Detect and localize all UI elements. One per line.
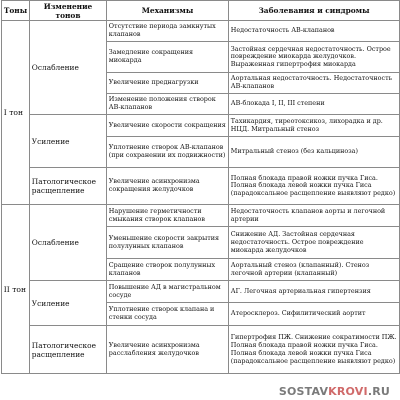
mechanism-cell: Повышение АД в магистральном сосуде xyxy=(107,281,229,303)
disease-cell: АВ-блокада I, II, III степени xyxy=(229,94,400,115)
mechanism-cell: Уменьшение скорости закрытия полулунных клапанов xyxy=(107,227,229,259)
tone-cell: II тон xyxy=(2,205,30,374)
disease-cell: АГ. Легочная артериальная гипертензия xyxy=(229,281,400,303)
disease-cell: Недостаточность клапанов аорты и легочной артерии xyxy=(229,205,400,227)
disease-cell: Тахикардия, тиреотоксикоз, лихорадка и др. НЦД. Митральный стеноз xyxy=(229,115,400,137)
change-cell: Патологическое расщепление xyxy=(30,168,107,205)
change-cell: Усиление xyxy=(30,281,107,326)
mechanism-cell: Изменение положения створок АВ-клапанов xyxy=(107,94,229,115)
mechanism-cell: Нарушение герметичности смыкания створок клапанов xyxy=(107,205,229,227)
disease-cell: Митральный стеноз (без кальциноза) xyxy=(229,137,400,168)
header-row xyxy=(2,1,400,21)
change-cell: Ослабление xyxy=(30,205,107,281)
mechanism-cell: Увеличение преднагрузки xyxy=(107,73,229,94)
disease-cell: Полная блокада правой ножки пучка Гиса. Полная блокада левой ножки пучка Гиса (парадоксальное расщепление выявляют редко) xyxy=(229,168,400,205)
table-row xyxy=(2,281,400,303)
table-row xyxy=(2,21,400,42)
mechanism-cell: Увеличение асинхронизма сокращения желудочков xyxy=(107,168,229,205)
change-cell: Патологическое расщепление xyxy=(30,326,107,374)
disease-cell: Снижение АД. Застойная сердечная недостаточность. Острое повреждение миокарда желудочков xyxy=(229,227,400,259)
mechanism-cell: Сращение створок полулунных клапанов xyxy=(107,259,229,281)
change-cell: Ослабление xyxy=(30,21,107,115)
header-tones: Тоны xyxy=(2,1,30,21)
watermark-part-2: KROVI xyxy=(328,385,368,398)
table-row xyxy=(2,115,400,137)
disease-cell: Аортальная недостаточность. Недостаточность АВ-клапанов xyxy=(229,73,400,94)
table-row xyxy=(2,326,400,374)
tone-cell: I тон xyxy=(2,21,30,205)
header-mechanisms: Механизмы xyxy=(107,1,229,21)
disease-cell: Застойная сердечная недостаточность. Острое повреждение миокарда желудочков. Выраженная гипертрофия миокарда xyxy=(229,42,400,73)
mechanism-cell: Уплотнение створок АВ-клапанов (при сохранении их подвижности) xyxy=(107,137,229,168)
mechanism-cell: Уплотнение створок клапана и стенки сосуда xyxy=(107,303,229,326)
change-cell: Усиление xyxy=(30,115,107,168)
watermark-part-1: SOSTAV xyxy=(278,385,329,398)
table-row xyxy=(2,205,400,227)
mechanism-cell: Отсутствие периода замкнутых клапанов xyxy=(107,21,229,42)
disease-cell: Гипертрофия ПЖ. Снижение сократимости ПЖ. Полная блокада правой ножки пучка Гиса. Полная блокада левой ножки пучка Гиса (парадоксальное расщепление выявляют редко) xyxy=(229,326,400,374)
watermark-part-3: .RU xyxy=(367,385,390,398)
site-watermark xyxy=(277,385,392,398)
header-diseases: Заболевания и синдромы xyxy=(229,1,400,21)
disease-cell: Аортальный стеноз (клапанный). Стеноз легочной артерии (клапанный) xyxy=(229,259,400,281)
disease-cell: Недостаточность АВ-клапанов xyxy=(229,21,400,42)
mechanism-cell: Замедление сокращения миокарда xyxy=(107,42,229,73)
disease-cell: Атеросклероз. Сифилитический аортит xyxy=(229,303,400,326)
table-row xyxy=(2,168,400,205)
header-change: Изменение тонов xyxy=(30,1,107,21)
heart-sounds-table xyxy=(1,0,400,374)
mechanism-cell: Увеличение скорости сокращения xyxy=(107,115,229,137)
mechanism-cell: Увеличение асинхронизма расслабления желудочков xyxy=(107,326,229,374)
